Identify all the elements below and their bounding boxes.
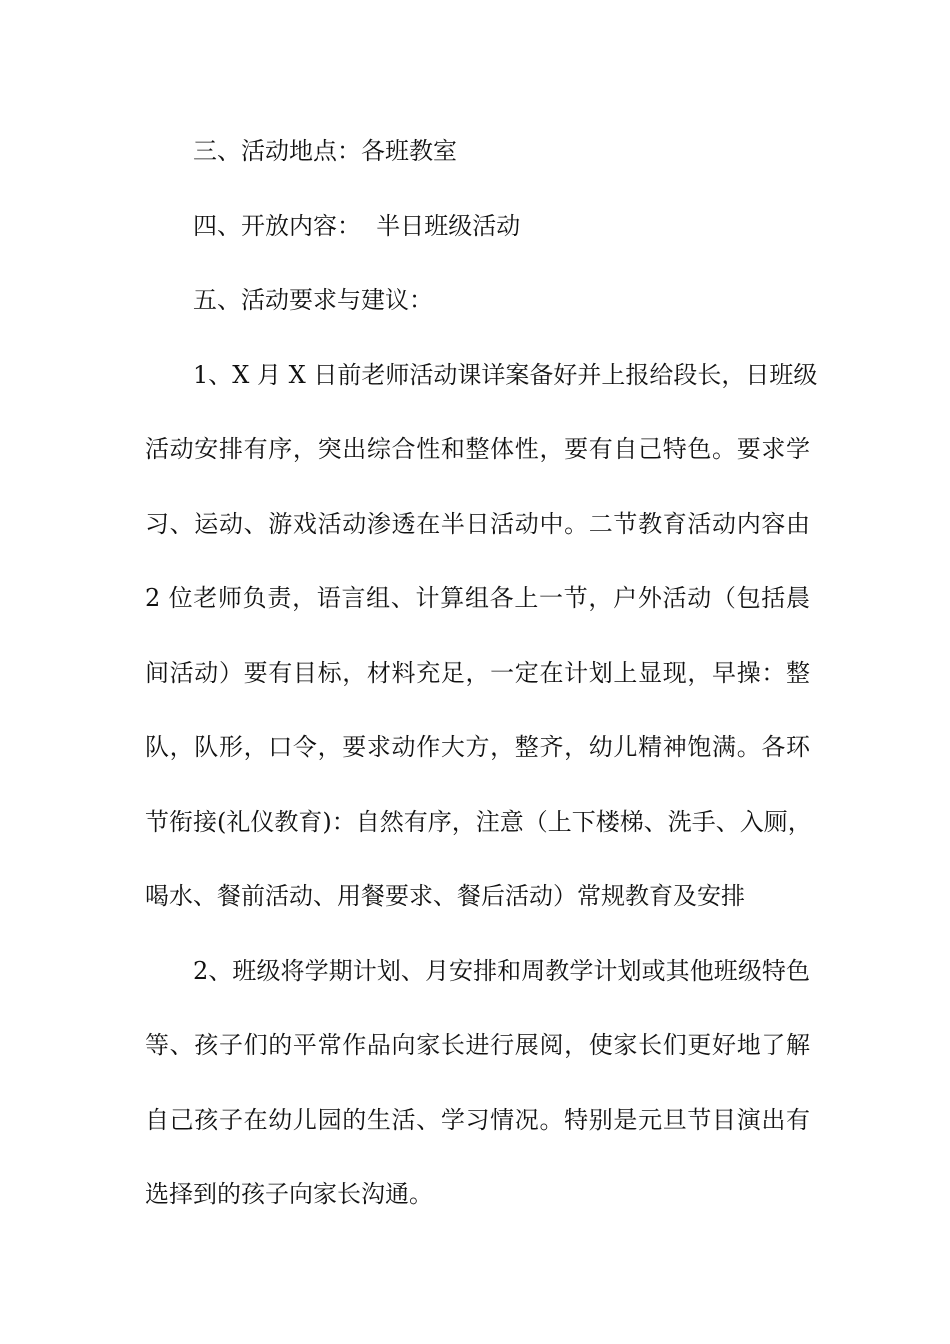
- text-line: 间活动）要有目标，材料充足，一定在计划上显现，早操：整: [145, 658, 810, 687]
- text-line: 1、X 月 X 日前老师活动课详案备好并上报给段长，日班级: [193, 360, 818, 389]
- text-line: 自己孩子在幼儿园的生活、学习情况。特别是元旦节目演出有: [145, 1105, 810, 1134]
- text-line: 选择到的孩子向家长沟通。: [145, 1180, 433, 1208]
- text-line: 活动安排有序，突出综合性和整体性，要有自己特色。要求学: [145, 435, 810, 463]
- text-line: 队，队形，口令，要求动作大方，整齐，幼儿精神饱满。各环: [145, 733, 810, 761]
- text-line: 三、活动地点：各班教室: [193, 137, 457, 165]
- text-line: 四、开放内容： 半日班级活动: [193, 211, 521, 240]
- text-line: 节衔接(礼仪教育)：自然有序，注意（上下楼梯、洗手、入厕，: [145, 807, 812, 836]
- paragraph-requirement-1: [145, 352, 818, 948]
- text-line: 等、孩子们的平常作品向家长进行展阅，使家长们更好地了解: [145, 1031, 810, 1059]
- paragraph-requirement-2: [145, 948, 810, 1246]
- document-body: [145, 128, 818, 1246]
- text-line: 2、班级将学期计划、月安排和周教学计划或其他班级特色: [193, 956, 810, 985]
- text-line: 2 位老师负责，语言组、计算组各上一节，户外活动（包括晨: [145, 584, 810, 612]
- paragraph-activity-location: [145, 128, 810, 203]
- text-line: 喝水、餐前活动、用餐要求、餐后活动）常规教育及安排: [145, 882, 745, 910]
- paragraph-open-content: [145, 203, 810, 278]
- paragraph-requirements-heading: [145, 277, 810, 352]
- text-line: 五、活动要求与建议：: [193, 286, 433, 314]
- text-line: 习、运动、游戏活动渗透在半日活动中。二节教育活动内容由: [145, 509, 810, 538]
